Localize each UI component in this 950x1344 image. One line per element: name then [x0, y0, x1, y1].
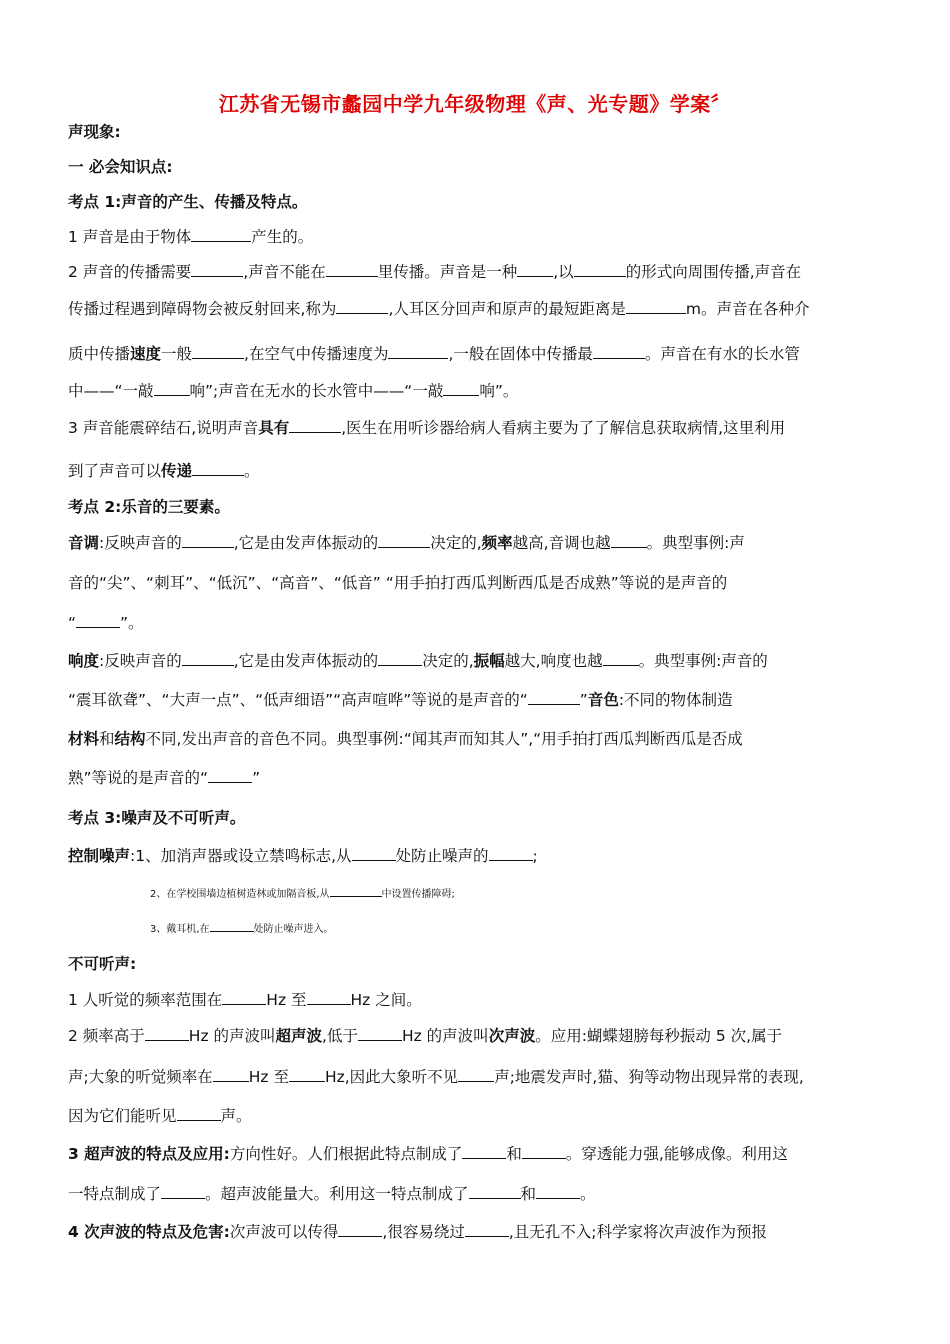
paragraph-line: “震耳欲聋”、“大声一点”、“低声细语”“高声喧哗”等说的是声音的“ ”音色:不同的物体制造 [68, 691, 733, 709]
blank [528, 690, 580, 705]
blank [222, 990, 266, 1005]
blank [213, 1067, 249, 1082]
blank [307, 990, 351, 1005]
blank [182, 533, 234, 548]
blank [388, 344, 448, 359]
blank [161, 1184, 205, 1199]
blank [603, 651, 639, 666]
paragraph-line: 响度:反映声音的 ,它是由发声体振动的 决定的,振幅越大,响度也越 。典型事例:声音的 [68, 652, 768, 670]
blank [145, 1026, 189, 1041]
blank [336, 299, 388, 314]
blank [208, 768, 252, 783]
paragraph-line: 音的“尖”、“刺耳”、“低沉”、“高音”、“低音” “用手拍打西瓜判断西瓜是否成熟”等说的是声音的 [68, 574, 728, 592]
blank [326, 262, 378, 277]
blank [465, 1222, 509, 1237]
blank [289, 1067, 325, 1082]
paragraph-line: 材料和结构不同,发出声音的音色不同。典型事例:“闻其声而知其人”,“用手拍打西瓜判断西瓜是否成 [68, 730, 743, 748]
paragraph-line: 2、在学校围墙边植树造林或加隔音板,从 中设置传播障碍; [150, 882, 950, 905]
blank [626, 299, 686, 314]
paragraph-line: 传播过程遇到障碍物会被反射回来,称为 ,人耳区分回声和原声的最短距离是 m。声音在各种介 [68, 300, 810, 318]
blank [191, 262, 243, 277]
blank [378, 651, 422, 666]
paragraph-line: 2 频率高于 Hz 的声波叫超声波,低于 Hz 的声波叫次声波。应用:蝴蝶翅膀每秒振动 5 次,属于 [68, 1027, 783, 1045]
paragraph-line: 熟”等说的是声音的“ ” [68, 769, 261, 787]
topic-3-heading: 考点 3:噪声及不可听声。 [68, 809, 246, 827]
blank [192, 461, 244, 476]
blank [574, 262, 626, 277]
topic-1-heading: 考点 1:声音的产生、传播及特点。 [68, 193, 308, 211]
blank [469, 1184, 521, 1199]
paragraph-line: 1 声音是由于物体 产生的。 [68, 228, 314, 246]
blank [352, 846, 396, 861]
blank [358, 1026, 402, 1041]
blank [536, 1184, 580, 1199]
section-heading: 声现象: [68, 123, 121, 141]
page-title: 江苏省无锡市蠡园中学九年级物理《声、光专题》学案〞 [218, 92, 732, 116]
blank [76, 613, 120, 628]
paragraph-line: 4 次声波的特点及危害:次声波可以传得 ,很容易绕过 ,且无孔不入;科学家将次声波作为预报 [68, 1223, 767, 1241]
paragraph-line: 音调:反映声音的 ,它是由发声体振动的 决定的,频率越高,音调也越 。典型事例:声 [68, 534, 745, 552]
blank [378, 533, 430, 548]
part-heading: 一 必会知识点: [68, 158, 173, 176]
paragraph-line: 因为它们能听见 声。 [68, 1107, 252, 1125]
blank [210, 917, 254, 932]
blank [154, 381, 190, 396]
blank [443, 381, 479, 396]
blank [593, 344, 645, 359]
paragraph-line: 3 声音能震碎结石,说明声音具有 ,医生在用听诊器给病人看病主要为了了解信息获取病情,这里利用 [68, 419, 786, 437]
blank [611, 533, 647, 548]
blank [192, 344, 244, 359]
paragraph-line: 控制噪声:1、加消声器或设立禁鸣标志,从 处防止噪声的 ; [68, 847, 538, 865]
paragraph-line: 到了声音可以传递 。 [68, 462, 260, 480]
paragraph-line: 声;大象的听觉频率在 Hz 至 Hz,因此大象听不见 声;地震发声时,猫、狗等动物出现异常的表现, [68, 1068, 804, 1086]
blank [182, 651, 234, 666]
paragraph-line: “ ”。 [68, 614, 144, 632]
blank [522, 1144, 566, 1159]
paragraph-line: 1 人听觉的频率范围在 Hz 至 Hz 之间。 [68, 991, 422, 1009]
blank [289, 418, 341, 433]
paragraph-line: 一特点制成了 。超声波能量大。利用这一特点制成了 和 。 [68, 1185, 596, 1203]
blank [191, 227, 251, 242]
inaudible-heading: 不可听声: [68, 955, 137, 973]
paragraph-line: 3 超声波的特点及应用:方向性好。人们根据此特点制成了 和 。穿透能力强,能够成像。利用这 [68, 1145, 788, 1163]
blank [517, 262, 553, 277]
paragraph-line: 2 声音的传播需要 ,声音不能在 里传播。声音是一种 ,以 的形式向周围传播,声音在 [68, 263, 802, 281]
blank [338, 1222, 382, 1237]
paragraph-line: 3、戴耳机,在 处防止噪声进入。 [150, 917, 950, 940]
blank [330, 882, 382, 897]
paragraph-line: 质中传播速度一般 ,在空气中传播速度为 ,一般在固体中传播最 。声音在有水的长水管 [68, 345, 800, 363]
blank [489, 846, 533, 861]
topic-2-heading: 考点 2:乐音的三要素。 [68, 498, 230, 516]
blank [177, 1106, 221, 1121]
blank [462, 1144, 506, 1159]
paragraph-line: 中——“一敲 响”;声音在无水的长水管中——“一敲 响”。 [68, 382, 519, 400]
blank [458, 1067, 494, 1082]
